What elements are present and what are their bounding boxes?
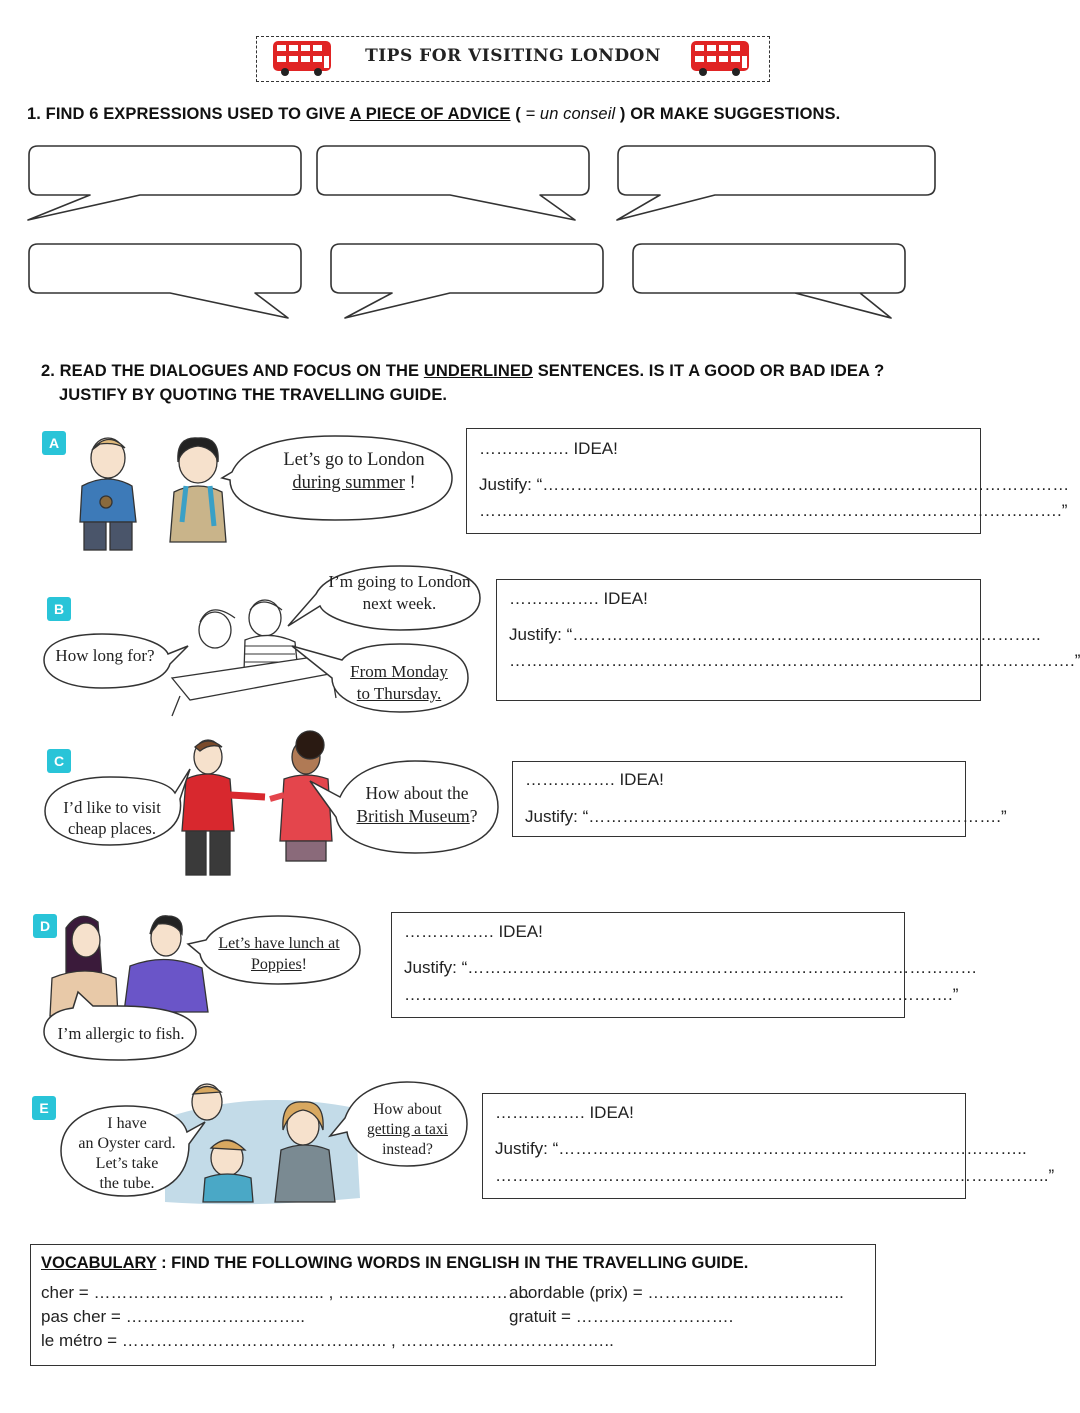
family-figures [165,1084,360,1204]
section1-text: FIND 6 EXPRESSIONS USED TO GIVE [45,105,346,123]
dialogue-d-underlined-1: Let’s have lunch at [218,935,340,952]
justify-cont-a[interactable]: ………………………………………………………………………………………….” [479,501,1068,520]
dialogue-e-bubble1-line1: I have [107,1115,147,1132]
answer-box-b[interactable] [496,579,1080,701]
idea-blank-c[interactable]: ……………. IDEA! [525,770,664,789]
dialogue-e-bubble2-text [350,1100,465,1160]
idea-blank-b[interactable]: ……………. IDEA! [509,589,648,608]
answer-box-e[interactable] [482,1093,1055,1199]
dialogue-e-bubble2-line3: instead? [382,1141,433,1158]
justify-cont-d[interactable]: …………………………………………………………………………………….” [404,985,959,1004]
boy-purple-figure [124,916,208,1012]
dialogue-b-bubble3-text [330,661,468,705]
dialogue-a-bubble-text [236,449,472,495]
idea-blank-e[interactable]: ……………. IDEA! [495,1103,634,1122]
justify-line-b[interactable]: Justify: “……………………………………………………………………….. [509,625,1041,644]
dialogue-b-underlined-1: From Monday [350,662,448,681]
advice-bubble-6[interactable] [633,244,905,318]
dialogue-e-bubble2-line1: How about [373,1101,442,1118]
advice-bubble-5[interactable] [331,244,603,318]
answer-box-d[interactable] [391,912,978,1018]
justify-line-a[interactable]: Justify: “………………………………………………………………………………… [479,475,1070,494]
dialogue-d-bubble1-text [200,933,358,975]
section1-underlined: A PIECE OF ADVICE [349,105,511,123]
vocabulary-box [30,1244,876,1366]
girl-figure [170,438,226,542]
vocab-metro[interactable]: le métro = ……………………………………….. , ……………………………….. [41,1331,614,1350]
boy-figure [80,438,136,550]
dialogue-a-letter: A [42,431,66,455]
dialogue-d-underlined-2: Poppies [251,956,302,973]
dialogue-c-letter: C [47,749,71,773]
dialogue-c-bubble2-text [338,782,496,828]
section2-instruction-line2: JUSTIFY BY QUOTING THE TRAVELLING GUIDE. [59,386,448,404]
justify-line-d[interactable]: Justify: “……………………………………………………………………………… [404,958,978,977]
dialogue-b-bubble1-line1: I’m going to London [328,572,471,591]
justify-cont-e[interactable]: ……………………………………………………………………………………..” [495,1166,1055,1185]
dialogue-e-letter: E [32,1096,56,1120]
dialogue-a-bubble-tail: ! [404,473,416,493]
dialogue-d-bubble1-tail: ! [301,956,307,973]
dialogue-c-bubble1-line1: I’d like to visit [63,798,161,817]
advice-bubble-3[interactable] [617,146,935,220]
dialogue-c-bubble2-tail: ? [469,806,478,826]
dialogue-c-bubble1-text [44,797,180,839]
dialogue-e-bubble1-line4: the tube. [99,1175,155,1192]
dialogue-e-bubble1-text [64,1114,190,1194]
dialogue-c-bubble1-line2: cheap places. [68,819,156,838]
section1-gloss: = un conseil [525,105,616,123]
vocabulary-heading-underlined: VOCABULARY [41,1254,157,1272]
section1-number: 1. [27,105,41,123]
dialogue-a-underlined: during summer [292,473,405,493]
bus-icon-right [690,39,750,77]
section2-instruction [41,362,884,381]
idea-blank-a[interactable]: ……………. IDEA! [479,439,618,458]
dialogue-a-bubble-line1: Let’s go to London [283,450,425,470]
page-title: TIPS FOR VISITING LONDON [365,46,661,66]
dialogue-b-underlined-2: to Thursday. [356,684,442,703]
vocabulary-heading-rest: : FIND THE FOLLOWING WORDS IN ENGLISH IN THE TRAVELLING GUIDE. [156,1254,749,1272]
dialogue-d-letter: D [33,914,57,938]
vocab-cher[interactable]: cher = ………………………………….. , ……………………………. [41,1283,530,1302]
section2-text: 2. READ THE DIALOGUES AND FOCUS ON THE [41,362,420,380]
dialogue-d-bubble2-text: I’m allergic to fish. [57,1024,185,1043]
vocab-gratuit[interactable]: gratuit = ………………………. [509,1307,734,1326]
justify-cont-b[interactable]: ……………………………………………………………………………………….” [509,651,1080,670]
justify-line-e[interactable]: Justify: “……………………………………………………………………….. [495,1139,1027,1158]
vocab-pas-cher[interactable]: pas cher = ………………………….. [41,1307,306,1326]
answer-box-c[interactable] [512,761,1007,837]
section1-instruction [27,105,840,124]
advice-bubbles [0,140,1000,340]
advice-bubble-4[interactable] [29,244,301,318]
justify-line-c[interactable]: Justify: “……………………………………………………………….” [525,807,1007,826]
vocab-abordable[interactable]: abordable (prix) = …………………………….. [509,1283,844,1302]
dialogue-e-bubble1-line2: an Oyster card. [78,1135,176,1152]
section2-text-after: SENTENCES. IS IT A GOOD OR BAD IDEA ? [537,362,885,380]
bus-icon-left [272,39,332,77]
dialogue-c-underlined: British Museum [356,806,470,826]
section1-text-after: ) OR MAKE SUGGESTIONS. [619,105,841,123]
dialogue-e-underlined: getting a taxi [367,1121,448,1138]
dialogue-c-bubble2-line1: How about the [365,783,469,803]
answer-box-a[interactable] [466,428,1070,534]
advice-bubble-1[interactable] [28,146,301,220]
dialogue-b-bubble1-text [312,571,487,615]
vocabulary-heading [41,1254,748,1273]
teen-boy-figure [182,740,265,875]
dialogue-b-bubble2-text: How long for? [55,646,155,665]
section1-paren: ( [515,105,521,123]
dialogue-e-bubble1-line3: Let’s take [95,1155,159,1172]
advice-bubble-2[interactable] [317,146,589,220]
idea-blank-d[interactable]: ……………. IDEA! [404,922,543,941]
dialogue-b-bubble1-line2: next week. [362,594,437,613]
section2-underlined: UNDERLINED [423,362,533,380]
dialogue-b-letter: B [47,597,71,621]
